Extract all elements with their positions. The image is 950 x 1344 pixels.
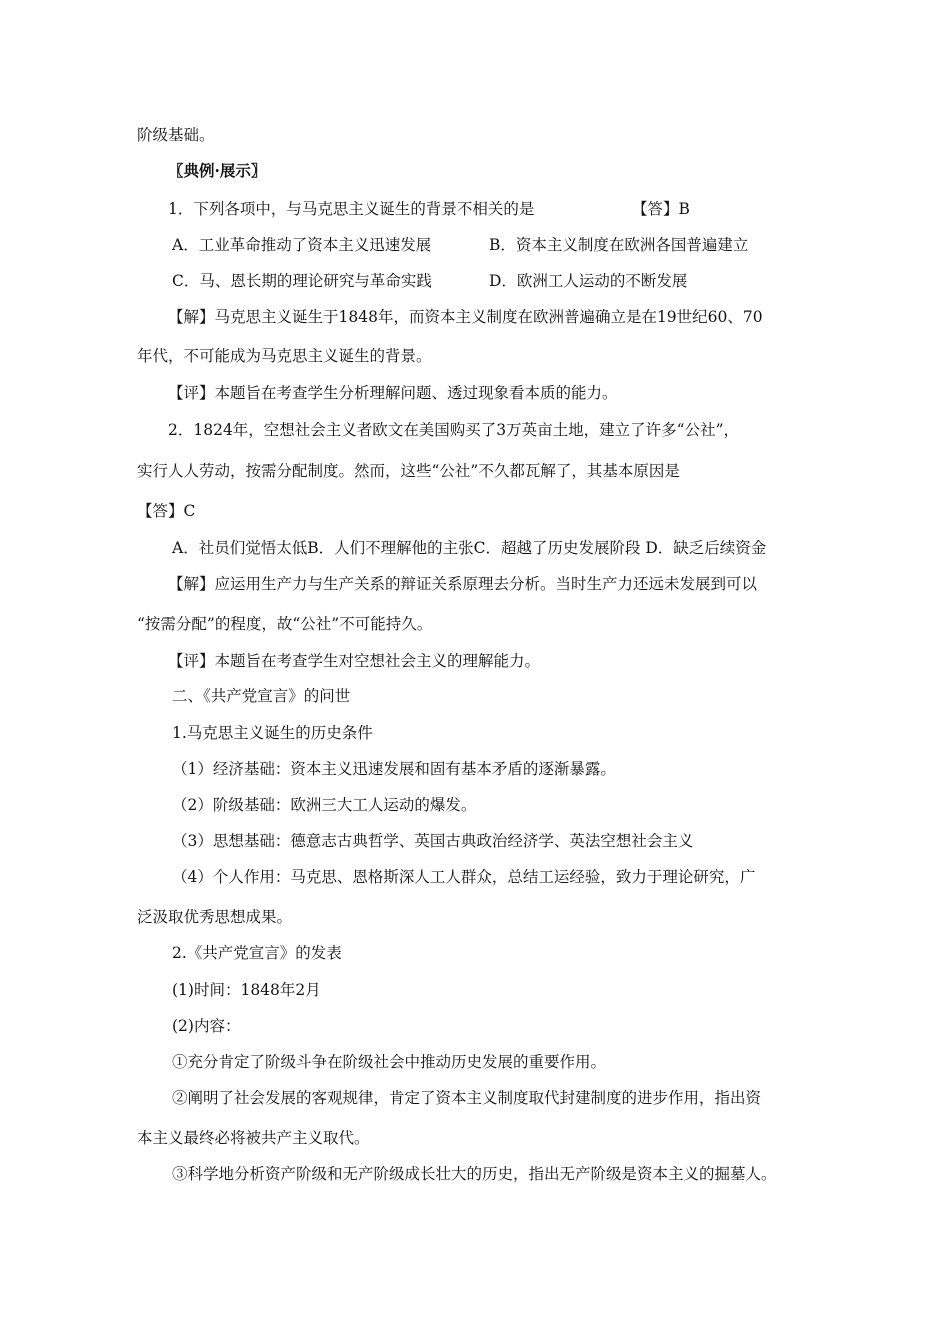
question-1: 1．下列各项中，与马克思主义诞生的背景不相关的是 — [168, 200, 535, 218]
condition-3: （3）思想基础：德意志古典哲学、英国古典政治经济学、英法空想社会主义 — [172, 832, 694, 850]
section-title-2: 二、《共产党宣言》的问世 — [172, 687, 351, 705]
subsection-1: 1.马克思主义诞生的历史条件 — [172, 724, 373, 742]
explanation-1: 【解】马克思主义诞生于1848年，而资本主义制度在欧洲普遍确立是在19世纪60、70 — [168, 308, 763, 326]
option-d: D．欧洲工人运动的不断发展 — [489, 272, 688, 290]
content-point-1: ①充分肯定了阶级斗争在阶级社会中推动历史发展的重要作用。 — [172, 1053, 607, 1071]
text-line: 阶级基础。 — [137, 126, 215, 144]
section-heading: 〖典例·展示〗 — [168, 161, 267, 180]
publication-time: (1)时间：1848年2月 — [172, 981, 321, 999]
condition-1: （1）经济基础：资本主义迅速发展和固有基本矛盾的逐渐暴露。 — [172, 760, 616, 778]
content-point-2-cont: 本主义最终必将被共产主义取代。 — [137, 1129, 370, 1147]
explanation-2-cont: “按需分配”的程度，故“公社”不可能持久。 — [137, 615, 433, 633]
condition-4: （4）个人作用：马克思、恩格斯深人工人群众，总结工运经验，致力于理论研究，广 — [172, 868, 756, 886]
question-2-cont: 实行人人劳动，按需分配制度。然而，这些“公社”不久都瓦解了，其基本原因是 — [137, 462, 680, 480]
condition-2: （2）阶级基础：欧洲三大工人运动的爆发。 — [172, 796, 477, 814]
explanation-2: 【解】应运用生产力与生产关系的辩证关系原理去分析。当时生产力还远未发展到可以 — [168, 575, 758, 593]
option-a: A．工业革命推动了资本主义迅速发展 — [172, 236, 432, 254]
question-2: 2．1824年，空想社会主义者欧文在美国购买了3万英亩土地，建立了许多“公社”， — [168, 421, 740, 439]
explanation-1-cont: 年代，不可能成为马克思主义诞生的背景。 — [137, 347, 432, 365]
option-c: C．马、恩长期的理论研究与革命实践 — [172, 272, 432, 290]
answer-1: 【答】B — [632, 200, 690, 218]
subsection-2: 2.《共产党宣言》的发表 — [172, 944, 342, 962]
publication-content-label: (2)内容： — [172, 1017, 241, 1035]
options-2: A．社员们觉悟太低B．人们不理解他的主张C．超越了历史发展阶段 D．缺乏后续资金 — [172, 539, 767, 557]
condition-4-cont: 泛汲取优秀思想成果。 — [137, 908, 293, 926]
option-b: B．资本主义制度在欧洲各国普遍建立 — [489, 236, 749, 254]
content-point-3: ③科学地分析资产阶级和无产阶级成长壮大的历史，指出无产阶级是资本主义的掘墓人。 — [172, 1165, 777, 1183]
comment-2: 【评】本题旨在考查学生对空想社会主义的理解能力。 — [168, 652, 541, 670]
content-point-2: ②阐明了社会发展的客观规律，肯定了资本主义制度取代封建制度的进步作用，指出资 — [172, 1089, 762, 1107]
comment-1: 【评】本题旨在考查学生分析理解问题、透过现象看本质的能力。 — [168, 384, 618, 402]
answer-2: 【答】C — [137, 502, 196, 520]
